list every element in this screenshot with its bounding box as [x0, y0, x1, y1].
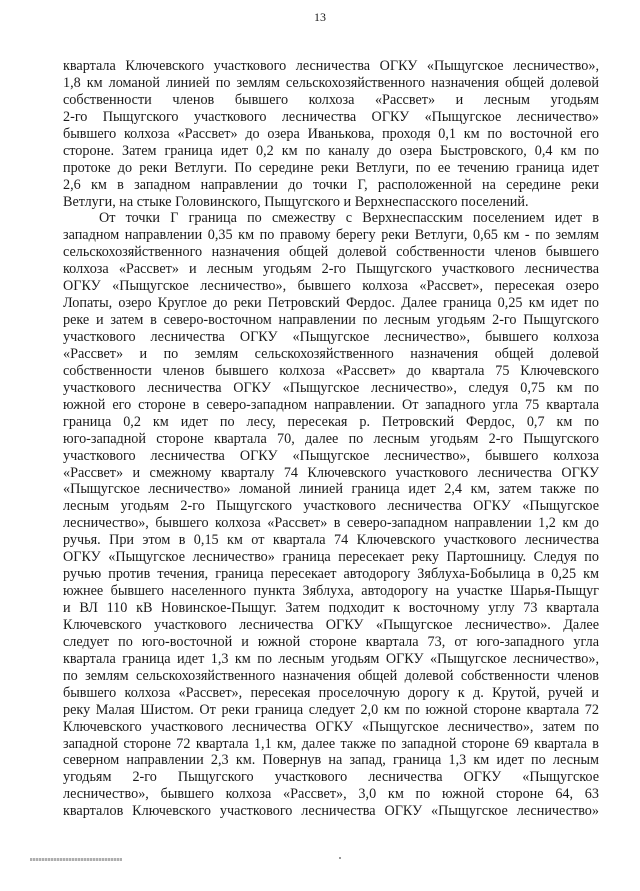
text-line: угодьям 2-го Пыщугского участкового лесничества ОГКУ «Пыщугское — [63, 769, 599, 786]
text-line: Ключевского участкового лесничества ОГКУ «Пыщугское лесничество». Далее — [63, 616, 599, 633]
text-line: следует по юго-восточной и южной стороне квартала 73, от юго-западного угла — [63, 633, 599, 650]
text-line: собственности членов бывшего колхоза «Рассвет» до квартала 75 Ключевского — [63, 362, 599, 379]
text-line: лесничество», бывшего колхоза «Рассвет» в северо-западном направлении 1,2 км до — [63, 515, 599, 532]
text-line: ОГКУ «Пыщугское лесничество» граница пересекает реку Партошницу. Следуя по — [63, 549, 599, 566]
text-line: и ВЛ 110 кВ Новинское-Пыщуг. Затем подходит к восточному углу 73 квартала — [63, 600, 599, 616]
text-line: бывшего колхоза «Рассвет» до озера Иванькова, проходя 0,1 км по восточной его — [63, 125, 599, 142]
text-line: 2-го Пыщугского участкового лесничества ОГКУ «Пыщугское лесничество» — [63, 108, 599, 125]
text-line: кварталов Ключевского участкового лесничества ОГКУ «Пыщугское лесничество» — [63, 803, 599, 820]
text-line: лесным угодьям 2-го Пыщугского участкового лесничества ОГКУ «Пыщугское — [63, 498, 599, 515]
text-line: собственности членов бывшего колхоза «Рассвет» и лесным угодьям — [63, 91, 599, 108]
text-line: участкового лесничества ОГКУ «Пыщугское лесничество», бывшего колхоза — [63, 447, 599, 464]
text-line: сельскохозяйственного назначения общей долевой собственности членов бывшего — [63, 244, 599, 261]
text-line: квартала граница идет 1,3 км по лесным угодьям ОГКУ «Пыщугское лесничество», — [63, 650, 599, 667]
text-line: протоке до реки Ветлуги. По середине реки Ветлуги, по ее течению граница идет — [63, 159, 599, 176]
text-line: бывшего колхоза «Рассвет», пересекая проселочную дорогу к д. Крутой, ручей и — [63, 684, 599, 701]
text-line: юго-западной стороне квартала 70, далее по лесным угодьям 2-го Пыщугского — [63, 430, 599, 447]
text-line: южной его стороне в северо-западном направлении. От западного угла 75 квартала — [63, 396, 599, 413]
text-line: От точки Г граница по смежеству с Верхнеспасским поселением идет в — [99, 210, 599, 227]
text-line: ОГКУ «Пыщугское лесничество», бывшего колхоза «Рассвет», пересекая озеро — [63, 278, 599, 295]
text-line: участкового лесничества ОГКУ «Пыщугское лесничество», бывшего колхоза — [63, 329, 599, 345]
text-line: «Пыщугское лесничество» ломаной линией граница идет 2,4 км, затем также по — [63, 481, 599, 498]
text-line: южнее бывшего населенного пункта Зяблуха, автодорогу на участке Шарья-Пыщуг — [63, 583, 599, 600]
body-text — [63, 58, 599, 820]
text-line: западном направлении 0,35 км по правому берегу реки Ветлуги, 0,65 км - по землям — [63, 227, 599, 244]
scan-edge-artifact — [30, 858, 122, 861]
text-line: реку Малая Шистом. От реки граница следует 2,0 км по южной стороне квартала 72 — [63, 701, 599, 718]
text-line: квартала Ключевского участкового лесничества ОГКУ «Пыщугское лесничество», — [63, 58, 599, 74]
text-line: северном направлении 2,3 км. Повернув на запад, граница 1,3 км идет по лесным — [63, 752, 599, 769]
text-line: 2,6 км в западном направлении до точки Г, расположенной на середине реки — [63, 176, 599, 193]
text-line: «Рассвет» и смежному кварталу 74 Ключевского участкового лесничества ОГКУ — [63, 464, 599, 481]
text-line: 1,8 км ломаной линией по землям сельскохозяйственного назначения общей долевой — [63, 74, 599, 91]
text-line: Лопаты, озеро Круглое до реки Петровский Фердос. Далее граница 0,25 км идет по — [63, 295, 599, 312]
text-line: ручью против течения, граница пересекает автодорогу Зяблуха-Бобылица в 0,25 км — [63, 566, 599, 583]
text-line: западной стороне 72 квартала 1,1 км, далее также по западной стороне 69 квартала в — [63, 735, 599, 752]
text-line: реке и затем в северо-восточном направлении по лесным угодьям 2-го Пыщугского — [63, 312, 599, 329]
page-number: 13 — [314, 10, 326, 24]
scan-speck — [339, 857, 341, 859]
text-line: участкового лесничества ОГКУ «Пыщугское лесничество», следуя 0,75 км по — [63, 379, 599, 396]
text-line: Ветлуги, на стыке Головинского, Пыщугского и Верхнеспасского поселений. — [63, 193, 529, 210]
text-line: колхоза «Рассвет» и лесным угодьям 2-го Пыщугского участкового лесничества — [63, 261, 599, 278]
text-line: лесничество», бывшего колхоза «Рассвет», 3,0 км по южной стороне 64, 63 — [63, 786, 599, 803]
text-line: по землям сельскохозяйственного назначения общей долевой собственности членов — [63, 667, 599, 684]
text-line: ручья. При этом в 0,15 км от квартала 74 Ключевского участкового лесничества — [63, 532, 599, 549]
text-line: Ключевского участкового лесничества ОГКУ «Пыщугское лесничество», затем по — [63, 718, 599, 735]
text-line: стороне. Затем граница идет 0,2 км по каналу до озера Быстровского, 0,4 км по — [63, 142, 599, 159]
text-line: граница 0,2 км идет по лесу, пересекая р. Петровский Фердос, 0,7 км по — [63, 413, 599, 430]
text-line: «Рассвет» и по землям сельскохозяйственного назначения общей долевой — [63, 345, 599, 362]
